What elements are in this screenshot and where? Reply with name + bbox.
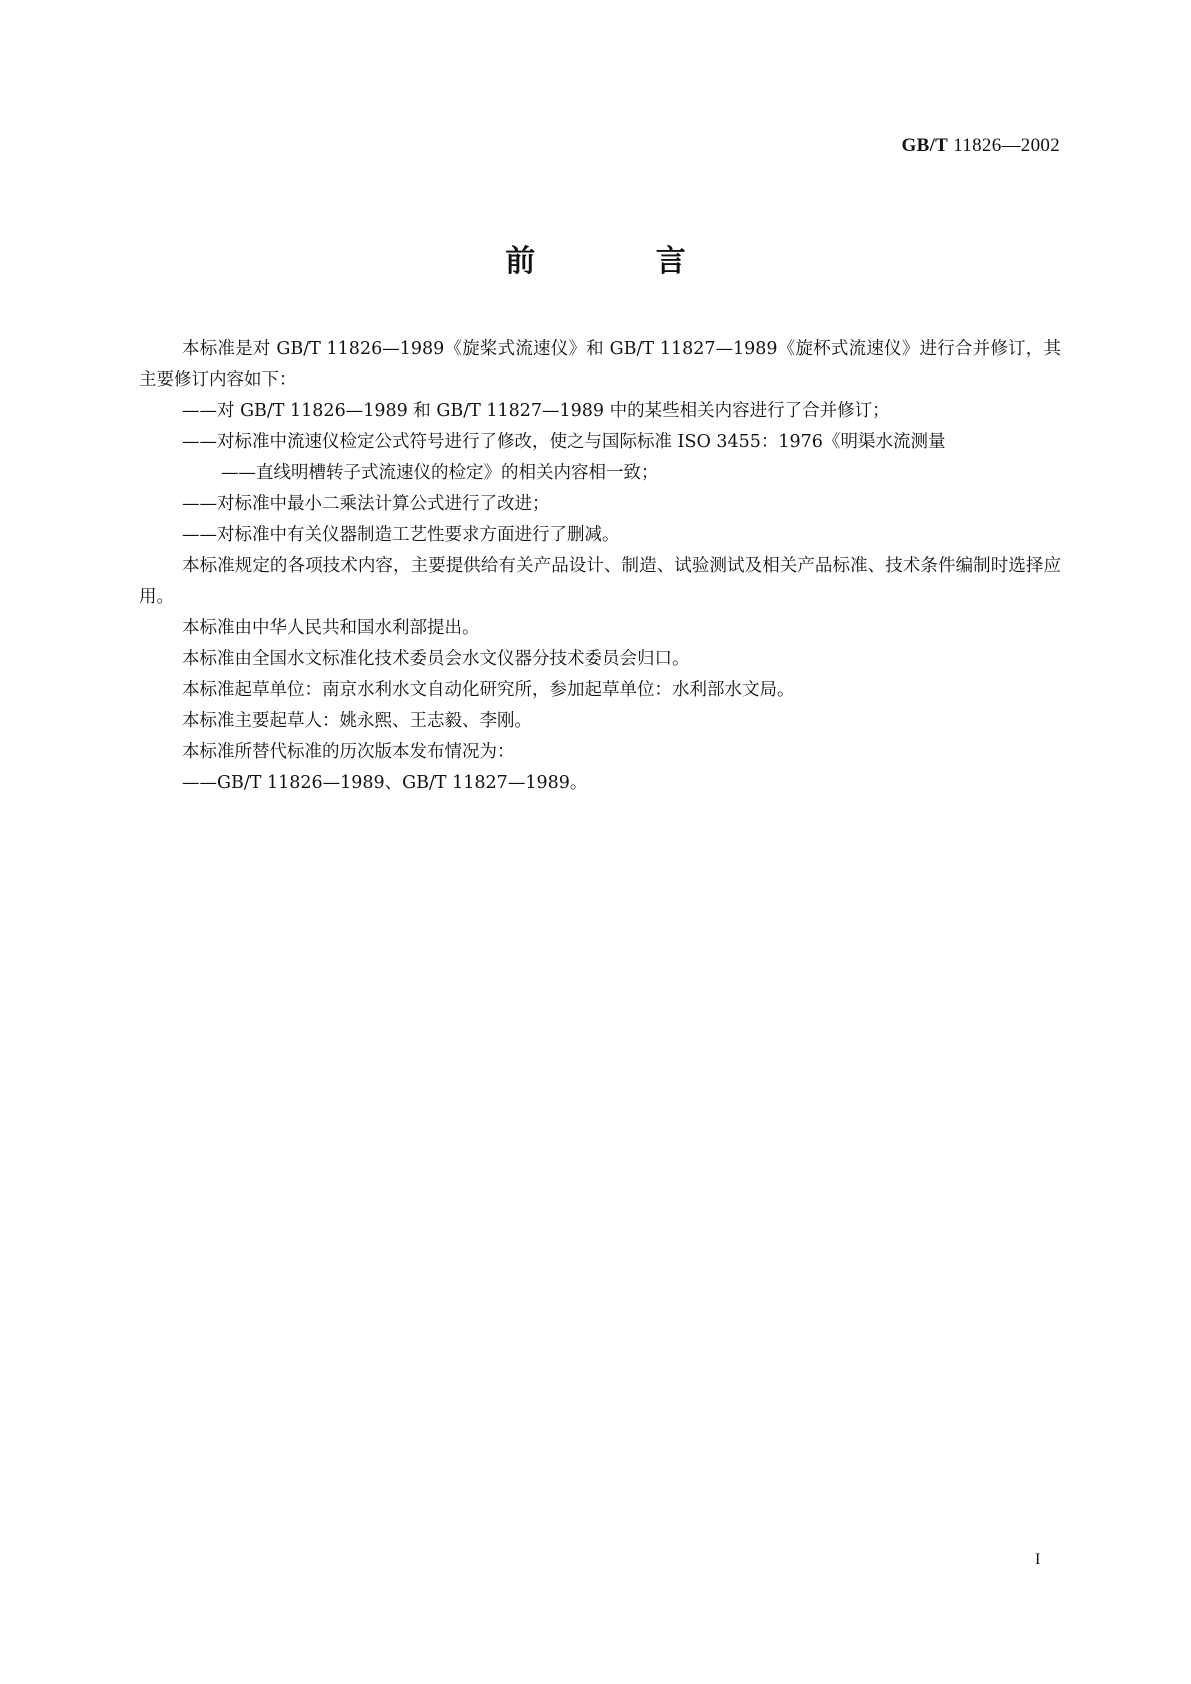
list-item-continuation: ——直线明槽转子式流速仪的检定》的相关内容相一致； (221, 463, 659, 483)
list-item: ——GB/T 11826—1989、GB/T 11827—1989。 (182, 773, 588, 793)
paragraph: 本标准规定的各项技术内容，主要提供给有关产品设计、制造、试验测试及相关产品标准、技术条件编制时选择应用。 (139, 556, 1061, 607)
paragraph: 本标准起草单位：南京水利水文自动化研究所，参加起草单位：水利部水文局。 (182, 680, 795, 700)
paragraph: 本标准所替代标准的历次版本发布情况为： (182, 742, 515, 762)
page-title: 前 言 (505, 244, 741, 279)
paragraph: 本标准由中华人民共和国水利部提出。 (182, 618, 480, 638)
list-item: ——对标准中最小二乘法计算公式进行了改进； (182, 494, 550, 514)
standard-number-header (902, 135, 1060, 157)
paragraph: 本标准是对 GB/T 11826—1989《旋桨式流速仪》和 GB/T 11827—1989《旋杯式流速仪》进行合并修订，其主要修订内容如下： (139, 339, 1061, 390)
list-item: ——对标准中有关仪器制造工艺性要求方面进行了删减。 (182, 525, 620, 545)
standard-prefix: GB/T (901, 135, 949, 156)
list-item: ——对标准中流速仪检定公式符号进行了修改，使之与国际标准 ISO 3455：1976《明渠水流测量 (182, 432, 946, 452)
page-number: I (1035, 1551, 1041, 1568)
foreword-body (139, 334, 1061, 799)
standard-code: 11826—2002 (953, 135, 1060, 156)
paragraph: 本标准由全国水文标准化技术委员会水文仪器分技术委员会归口。 (182, 649, 690, 669)
list-item: ——对 GB/T 11826—1989 和 GB/T 11827—1989 中的某些相关内容进行了合并修订； (182, 401, 890, 421)
paragraph: 本标准主要起草人：姚永熙、王志毅、李刚。 (182, 711, 532, 731)
